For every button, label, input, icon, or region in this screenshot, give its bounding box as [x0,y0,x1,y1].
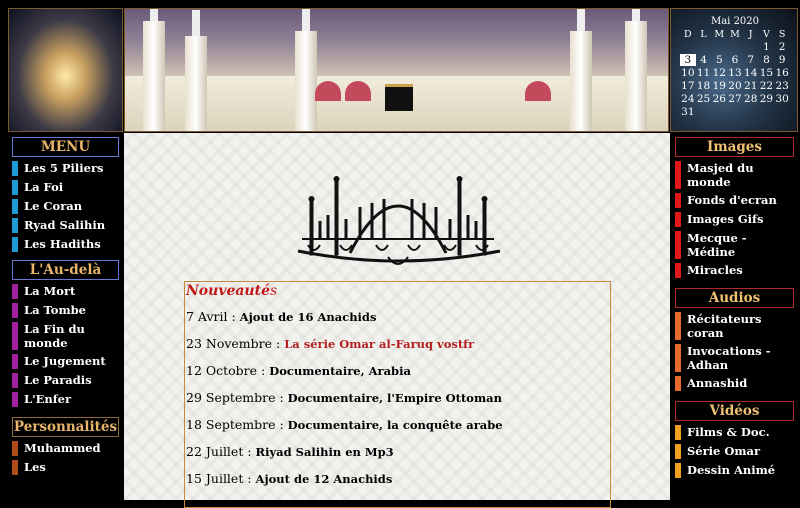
news-link[interactable]: Ajout de 16 Anachids [239,310,377,324]
calendar-day[interactable]: 28 [744,93,758,105]
nav-bullet-bar [12,354,18,369]
nav-item-films-doc-[interactable] [675,425,792,440]
calendar-empty-cell [727,106,743,118]
nav-bullet-bar [12,322,18,350]
calendar-day-header: J [748,29,753,40]
dome [345,81,371,101]
audios-heading: Audios [675,288,794,308]
nav-bullet-bar [675,263,681,278]
nav-item-label: La Tombe [24,303,86,317]
dome [525,81,551,101]
au-dela-heading: L'Au-delà [12,260,119,280]
masjid-al-haram-banner [124,8,669,132]
dome [315,81,341,101]
nav-item-label: La Fin du monde [24,322,85,350]
nav-item-dessin-anim-[interactable] [675,463,792,478]
nav-bullet-bar [12,161,18,176]
nav-bullet-bar [675,193,681,208]
calendar-day[interactable]: 15 [759,67,774,79]
news-separator: : [275,390,288,405]
news-separator: : [257,363,270,378]
news-separator: : [272,336,285,351]
kaaba-night-photo [8,8,123,132]
nav-item-label: Miracles [687,263,743,277]
calendar-day[interactable]: 26 [712,93,726,105]
nav-bullet-bar [12,373,18,388]
calendar-day[interactable]: 27 [728,93,742,105]
calendar-month: Mai 2020 [710,16,760,27]
news-box [184,281,611,508]
nav-item-la-tombe[interactable] [12,303,117,318]
news-date: 23 Novembre [186,336,273,351]
news-item[interactable] [186,330,610,357]
nav-item-label: Les [24,460,46,474]
news-link[interactable]: Documentaire, Arabia [269,364,411,378]
news-link[interactable]: La série Omar al-Faruq vostfr [284,337,475,351]
nav-bullet-bar [675,312,681,340]
minaret [625,21,647,131]
news-separator: : [227,309,240,324]
nav-item-label: Mecque - Médine [687,231,747,259]
nav-bullet-bar [675,212,681,227]
nav-item-label: Le Paradis [24,373,92,387]
news-separator: : [243,444,256,459]
calendar-day[interactable]: 16 [775,67,789,79]
nav-bullet-bar [12,303,18,318]
nav-bullet-bar [12,392,18,407]
calendar-empty-cell [727,41,743,53]
bismillah-calligraphy-icon [280,159,516,279]
calendar-empty-cell [711,106,727,118]
nav-item-label: Série Omar [687,444,761,458]
calendar-day[interactable]: 23 [775,80,789,92]
menu-heading: MENU [12,137,119,157]
nav-bullet-bar [12,218,18,233]
nav-item-label: Les 5 Piliers [24,161,104,175]
au-dela-list [8,284,123,407]
videos-heading: Vidéos [675,401,794,421]
calendar-day[interactable]: 29 [759,93,774,105]
news-link[interactable]: Riyad Salihin en Mp3 [255,445,394,459]
calendar-day[interactable]: 3 [680,54,696,66]
nav-bullet-bar [12,180,18,195]
nav-item-la-foi[interactable] [12,180,117,195]
nav-bullet-bar [675,444,681,459]
news-date: 22 Juillet [186,444,244,459]
calendar-day-header: D [684,29,692,40]
calendar-day[interactable]: 8 [763,54,770,66]
nav-item-les-hadiths[interactable] [12,237,117,252]
calendar-day[interactable]: 14 [744,67,758,79]
nav-item-les[interactable] [12,460,117,475]
calendar-empty-cell [774,106,790,118]
minaret [143,21,165,131]
news-item[interactable] [186,438,610,465]
nav-item-label: Dessin Animé [687,463,776,477]
nav-bullet-bar [675,463,681,478]
calendar-day[interactable]: 18 [696,80,711,92]
calendar-day[interactable]: 12 [712,67,726,79]
news-date: 29 Septembre [186,390,276,405]
nav-item-miracles[interactable] [675,263,792,278]
videos-list [671,425,798,478]
calendar-day-header: M [714,29,725,40]
nav-item-label: Récitateurs coran [687,312,762,340]
nav-item-le-paradis[interactable] [12,373,117,388]
calendar-day-header: M [730,29,740,40]
nav-item-l-enfer[interactable] [12,392,117,407]
calendar-grid [680,29,790,118]
news-date: 7 Avril [186,309,228,324]
news-separator: : [243,471,256,486]
news-item[interactable] [186,357,610,384]
calendar-empty-cell [743,106,759,118]
personnalites-list [8,441,123,475]
nav-item-images-gifs[interactable] [675,212,792,227]
nav-item-label: Films & Doc. [687,425,770,439]
calendar-day[interactable]: 4 [700,54,707,66]
calendar-day[interactable]: 30 [775,93,789,105]
news-heading [186,283,610,299]
right-sidebar [671,133,798,500]
news-heading-main: Nouveauté [186,283,270,299]
nav-item-label: La Foi [24,180,64,194]
nav-item-label: Le Coran [24,199,83,213]
nav-item-label: Le Jugement [24,354,106,368]
nav-item-masjed-du-monde[interactable] [675,161,792,189]
nav-item-le-jugement[interactable] [12,354,117,369]
nav-item-label: Muhammed [24,441,101,455]
nav-item-label: Images Gifs [687,212,764,226]
calendar-day[interactable]: 19 [712,80,726,92]
nav-item-ryad-salihin[interactable] [12,218,117,233]
nav-item-r-citateurs-coran[interactable] [675,312,792,340]
calendar-empty-cell [743,41,759,53]
nav-bullet-bar [675,161,681,189]
calendar-empty-cell [711,41,727,53]
left-sidebar [8,133,123,500]
calendar-empty-cell [759,106,775,118]
calendar-day-header: L [700,29,707,40]
nav-item-annashid[interactable] [675,376,792,391]
calendar-day[interactable]: 9 [778,54,786,66]
minaret [185,36,207,131]
calendar-day[interactable]: 6 [731,54,739,66]
calendar-day[interactable]: 24 [681,93,695,105]
main-content [124,133,670,500]
news-item[interactable] [186,303,610,330]
calendar-day-header: S [778,29,786,40]
nav-bullet-bar [12,237,18,252]
news-link[interactable]: Documentaire, la conquête arabe [287,418,503,432]
calendar-day[interactable]: 17 [681,80,695,92]
nav-item-label: Annashid [687,376,748,390]
nav-item-la-mort[interactable] [12,284,117,299]
calendar-day[interactable]: 7 [747,54,755,66]
nav-item-les-5-piliers[interactable] [12,161,117,176]
calendar-day[interactable]: 1 [763,41,770,53]
nav-item-le-coran[interactable] [12,199,117,214]
kaaba [385,84,413,111]
nav-item-label: Les Hadiths [24,237,101,251]
calendar-day[interactable]: 5 [715,54,723,66]
calendar-widget [680,16,790,118]
calendar-empty-cell [696,106,712,118]
news-date: 15 Juillet [186,471,244,486]
calendar-empty-cell [696,41,712,53]
news-heading-tail: s [269,283,278,299]
news-date: 12 Octobre [186,363,258,378]
calendar-empty-cell [680,41,696,53]
calendar-day[interactable]: 2 [778,41,786,53]
minaret [570,31,592,131]
news-date: 18 Septembre [186,417,276,432]
nav-item-label: Ryad Salihin [24,218,106,232]
nav-bullet-bar [12,441,18,456]
nav-item-muhammed[interactable] [12,441,117,456]
nav-item-label: La Mort [24,284,76,298]
nav-item-s-rie-omar[interactable] [675,444,792,459]
calendar-day-header: V [762,29,770,40]
nav-item-label: L'Enfer [24,392,72,406]
audios-list [671,312,798,391]
nav-bullet-bar [12,284,18,299]
calendar-day[interactable]: 20 [728,80,742,92]
nav-bullet-bar [12,460,18,475]
calendar-day[interactable]: 13 [728,67,742,79]
news-list [185,303,610,492]
nav-bullet-bar [12,199,18,214]
calendar-day[interactable]: 22 [759,80,774,92]
calendar-day[interactable]: 25 [696,93,711,105]
calendar-day[interactable]: 31 [681,106,695,118]
minaret [295,31,317,131]
calendar-day[interactable]: 21 [744,80,758,92]
news-link[interactable]: Documentaire, l'Empire Ottoman [287,391,502,405]
nav-bullet-bar [675,425,681,440]
nav-item-la-fin-du-monde[interactable] [12,322,117,350]
nav-bullet-bar [675,344,681,372]
images-heading: Images [675,137,794,157]
personnalites-heading: Personnalités [13,419,118,435]
calendar-day[interactable]: 10 [681,67,695,79]
news-item[interactable] [186,411,610,438]
nav-item-fonds-d-ecran[interactable] [675,193,792,208]
nav-bullet-bar [675,376,681,391]
news-item[interactable] [186,384,610,411]
news-item[interactable] [186,465,610,492]
calendar-day[interactable]: 11 [696,67,711,79]
news-separator: : [275,417,288,432]
images-list [671,161,798,278]
nav-item-label: Masjed du monde [687,161,754,189]
nav-item-label: Fonds d'ecran [687,193,777,207]
nav-item-invocations-adhan[interactable] [675,344,792,372]
nav-bullet-bar [675,231,681,259]
menu-list [8,161,123,252]
news-link[interactable]: Ajout de 12 Anachids [255,472,393,486]
nav-item-label: Invocations - Adhan [687,344,771,372]
nav-item-mecque-m-dine[interactable] [675,231,792,259]
